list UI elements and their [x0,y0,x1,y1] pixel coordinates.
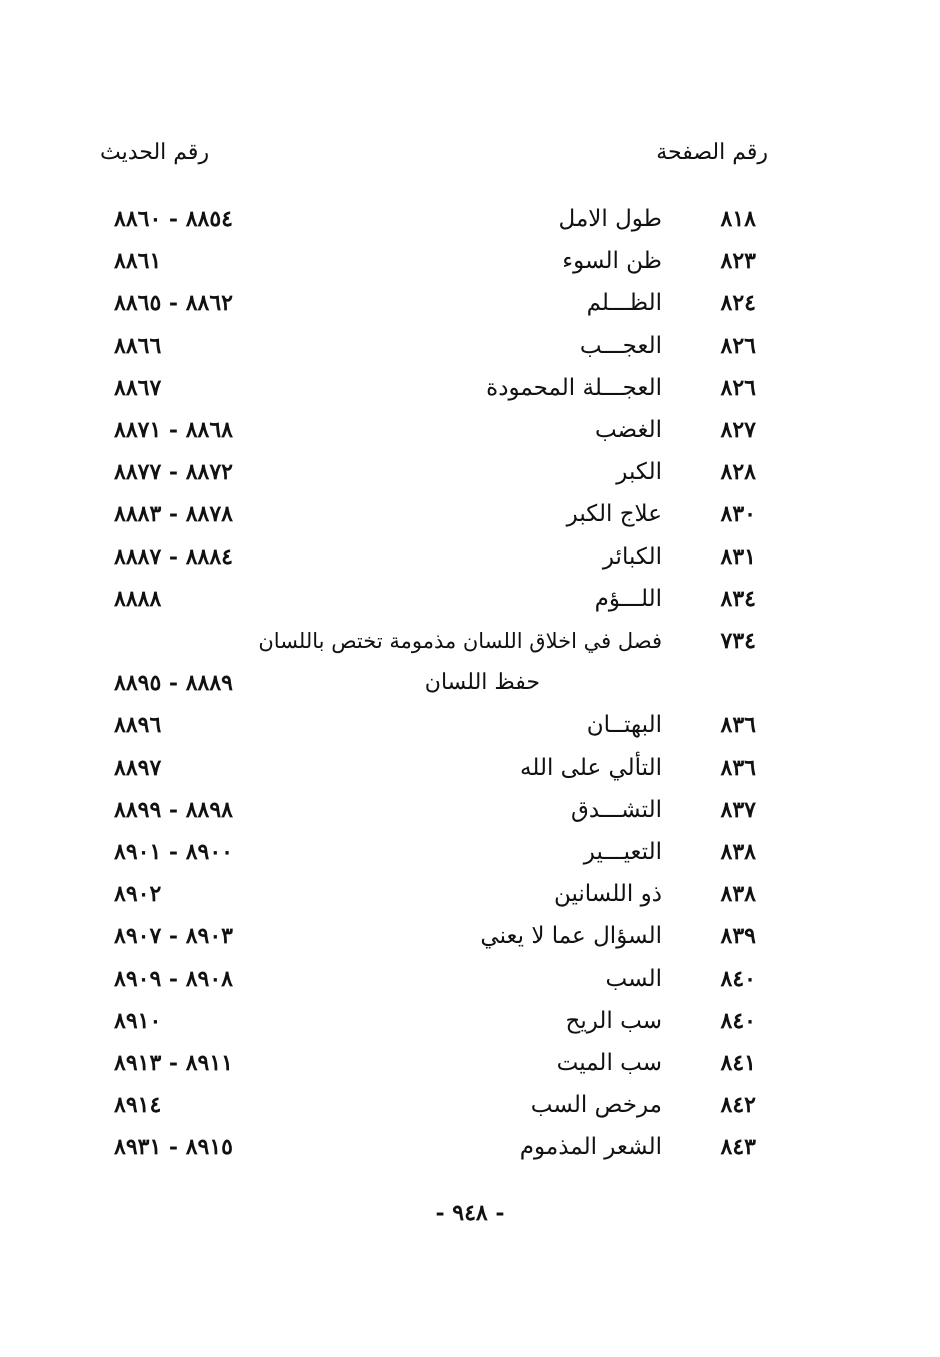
row-page-number: ٨٢٤ [720,290,756,317]
row-hadith-range: ٨٨٦٨ - ٨٨٧١ [114,417,233,443]
row-hadith-range: ٨٩٠٨ - ٨٩٠٩ [114,965,233,992]
row-topic: السب [605,965,662,992]
page-number-column-header: رقم الصفحة [656,140,768,165]
index-row [0,958,940,1000]
row-hadith-range: ٨٨٩٨ - ٨٨٩٩ [114,796,233,823]
hadith-number-column-header: رقم الحديث [100,140,210,165]
row-page-number: ٨٢٣ [720,248,756,275]
row-topic: السؤال عما لا يعني [480,923,662,950]
index-row [0,198,940,240]
index-row [0,620,940,662]
index-row [0,831,940,873]
row-hadith-range: ٨٨٨٤ - ٨٨٨٧ [114,543,233,570]
row-topic: الغضب [594,417,662,443]
row-topic: الشعر المذموم [519,1134,662,1161]
row-page-number: ٨٢٦ [720,332,756,359]
row-topic: اللـــؤم [594,585,662,612]
row-hadith-range: ٨٨٧٨ - ٨٨٨٣ [114,501,233,528]
index-row [0,915,940,957]
row-topic: سب الميت [556,1050,662,1076]
index-row [0,451,940,493]
row-hadith-range: ٨٩١٠ [114,1007,162,1034]
row-topic: الظـــلم [586,290,662,317]
row-hadith-range: ٨٨٩٦ [114,712,162,739]
row-topic: طول الامل [558,206,662,232]
row-page-number: ٨٣٠ [720,501,756,528]
index-row [0,578,940,620]
row-hadith-range: ٨٩١٥ - ٨٩٣١ [114,1134,233,1161]
row-hadith-range: ٨٨٨٩ - ٨٨٩٥ [114,670,233,697]
row-hadith-range: ٨٨٨٨ [114,585,162,612]
row-topic: التعيـــير [583,839,662,865]
row-topic: التألي على الله [520,754,662,781]
row-topic: الكبر [616,459,662,486]
index-row [0,536,940,578]
row-topic: العجـــلة المحمودة [486,374,662,401]
row-hadith-range: ٨٩٠٠ - ٨٩٠١ [114,839,233,865]
row-topic: البهتــان [586,712,662,739]
row-page-number: ٨٢٧ [720,417,756,443]
row-hadith-range: ٨٨٦١ [114,248,162,275]
row-hadith-range: ٨٩١١ - ٨٩١٣ [114,1050,233,1076]
index-row [0,873,940,915]
row-page-number: ٨٣٩ [720,923,756,950]
row-page-number: ٨٣١ [720,543,756,570]
row-page-number: ٨٢٦ [720,374,756,401]
row-page-number: ٨٢٨ [720,459,756,486]
row-topic: سب الريح [565,1007,662,1034]
index-row [0,1000,940,1042]
row-page-number: ٨٤٠ [720,1007,756,1034]
row-page-number: ٨٤٣ [720,1134,756,1161]
row-page-number: ٨٣٨ [720,881,756,908]
row-page-number: ٨٣٨ [720,839,756,865]
row-topic: مرخص السب [530,1092,662,1119]
row-hadith-range: ٨٨٦٧ [114,374,162,401]
index-row [0,704,940,746]
row-hadith-range: ٨٩٠٢ [114,881,162,908]
row-hadith-range: ٨٨٩٧ [114,754,162,781]
row-topic: حفظ اللسان [424,670,540,696]
row-page-number: ٨٣٦ [720,754,756,781]
index-row [0,662,940,704]
index-row [0,747,940,789]
row-page-number: ٨٤٢ [720,1092,756,1119]
row-hadith-range: ٨٩٠٣ - ٨٩٠٧ [114,923,233,950]
index-row [0,493,940,535]
row-hadith-range: ٨٨٥٤ - ٨٨٦٠ [114,206,233,232]
row-page-number: ٨٤٠ [720,965,756,992]
row-page-number: ٨٣٧ [720,796,756,823]
index-row [0,367,940,409]
index-row [0,240,940,282]
row-page-number: ٨١٨ [720,206,756,232]
index-row [0,1084,940,1126]
row-topic: فصل في اخلاق اللسان مذمومة تختص باللسان [258,629,662,653]
row-topic: ظن السوء [562,248,662,275]
index-row [0,325,940,367]
page-footer-number: - ٩٤٨ - [435,1200,505,1226]
row-topic: علاج الكبر [566,501,662,528]
index-row [0,282,940,324]
row-page-number: ٨٣٤ [720,585,756,612]
row-topic: الكبائر [602,543,662,570]
row-page-number: ٧٣٤ [720,628,756,654]
row-hadith-range: ٨٨٦٦ [114,332,162,359]
index-row [0,789,940,831]
row-hadith-range: ٨٨٦٢ - ٨٨٦٥ [114,290,233,317]
row-page-number: ٨٤١ [720,1050,756,1076]
row-page-number: ٨٣٦ [720,712,756,739]
row-topic: العجـــب [579,332,662,359]
row-hadith-range: ٨٨٧٢ - ٨٨٧٧ [114,459,233,486]
row-hadith-range: ٨٩١٤ [114,1092,162,1119]
index-row [0,1042,940,1084]
row-topic: التشـــدق [571,796,662,823]
index-row [0,1126,940,1168]
row-topic: ذو اللسانين [553,881,662,908]
index-row [0,409,940,451]
